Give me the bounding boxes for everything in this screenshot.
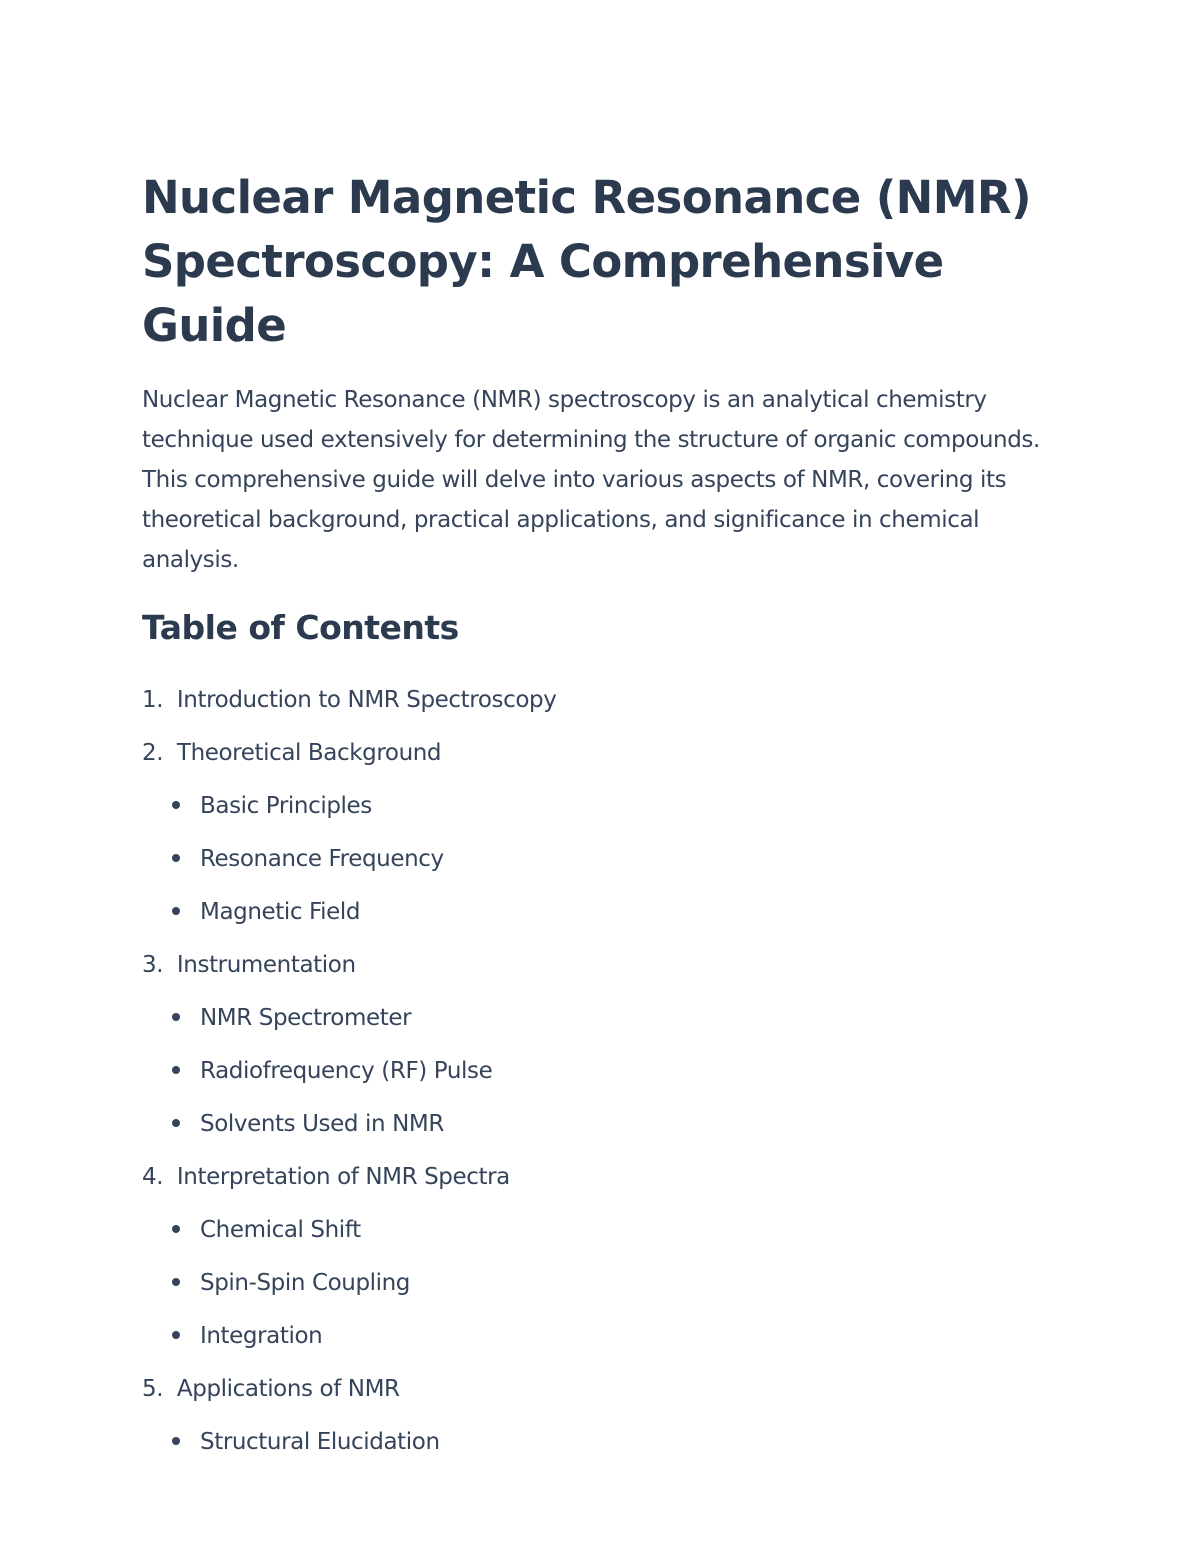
page-title xyxy=(142,166,1082,358)
bullet-icon xyxy=(172,1437,180,1445)
toc-label: Instrumentation xyxy=(176,952,356,978)
bullet-icon xyxy=(172,1225,180,1233)
toc-sublist-instrumentation xyxy=(142,992,1082,1151)
intro-paragraph: Nuclear Magnetic Resonance (NMR) spectroscopy is an analytical chemistry technique used extensively for determining the structure of organic compounds. This comprehensive guide will delve into various aspects of NMR, covering its theoretical background, practical applications, and significance in chemical analysis. xyxy=(142,387,1040,573)
toc-subitem: Basic Principles xyxy=(142,780,1082,833)
toc-subitem: Integration xyxy=(142,1310,1082,1363)
toc-item-theoretical-background xyxy=(142,727,1082,780)
toc-subitem: Resonance Frequency xyxy=(142,833,1082,886)
bullet-icon xyxy=(172,801,180,809)
title-line-2: Spectroscopy: A Comprehensive Guide xyxy=(142,235,944,352)
toc-sublist-interpretation xyxy=(142,1204,1082,1363)
table-of-contents xyxy=(142,674,1082,1469)
bullet-icon xyxy=(172,1066,180,1074)
toc-number: 2. xyxy=(142,740,164,766)
toc-subitem: Structural Elucidation xyxy=(142,1416,1082,1469)
document-page xyxy=(142,166,1082,1469)
toc-label: Theoretical Background xyxy=(176,740,442,766)
toc-sublist-theoretical-background xyxy=(142,780,1082,939)
toc-label: Applications of NMR xyxy=(176,1376,400,1402)
toc-subitem: Chemical Shift xyxy=(142,1204,1082,1257)
toc-number: 3. xyxy=(142,952,164,978)
toc-item-instrumentation xyxy=(142,939,1082,992)
bullet-icon xyxy=(172,854,180,862)
toc-subitem: Spin-Spin Coupling xyxy=(142,1257,1082,1310)
bullet-icon xyxy=(172,1013,180,1021)
toc-subitem: Solvents Used in NMR xyxy=(142,1098,1082,1151)
toc-subitem: NMR Spectrometer xyxy=(142,992,1082,1045)
toc-label: Introduction to NMR Spectroscopy xyxy=(176,687,557,713)
toc-item-introduction xyxy=(142,674,1082,727)
toc-item-applications xyxy=(142,1363,1082,1416)
title-line-1: Nuclear Magnetic Resonance (NMR) xyxy=(142,171,1031,224)
bullet-icon xyxy=(172,1278,180,1286)
toc-subitem: Magnetic Field xyxy=(142,886,1082,939)
toc-number: 1. xyxy=(142,687,164,713)
toc-number: 4. xyxy=(142,1164,164,1190)
toc-sublist-applications xyxy=(142,1416,1082,1469)
toc-heading: Table of Contents xyxy=(142,608,459,647)
toc-number: 5. xyxy=(142,1376,164,1402)
toc-label: Interpretation of NMR Spectra xyxy=(176,1164,510,1190)
bullet-icon xyxy=(172,1119,180,1127)
bullet-icon xyxy=(172,907,180,915)
bullet-icon xyxy=(172,1331,180,1339)
toc-item-interpretation xyxy=(142,1151,1082,1204)
toc-subitem: Radiofrequency (RF) Pulse xyxy=(142,1045,1082,1098)
